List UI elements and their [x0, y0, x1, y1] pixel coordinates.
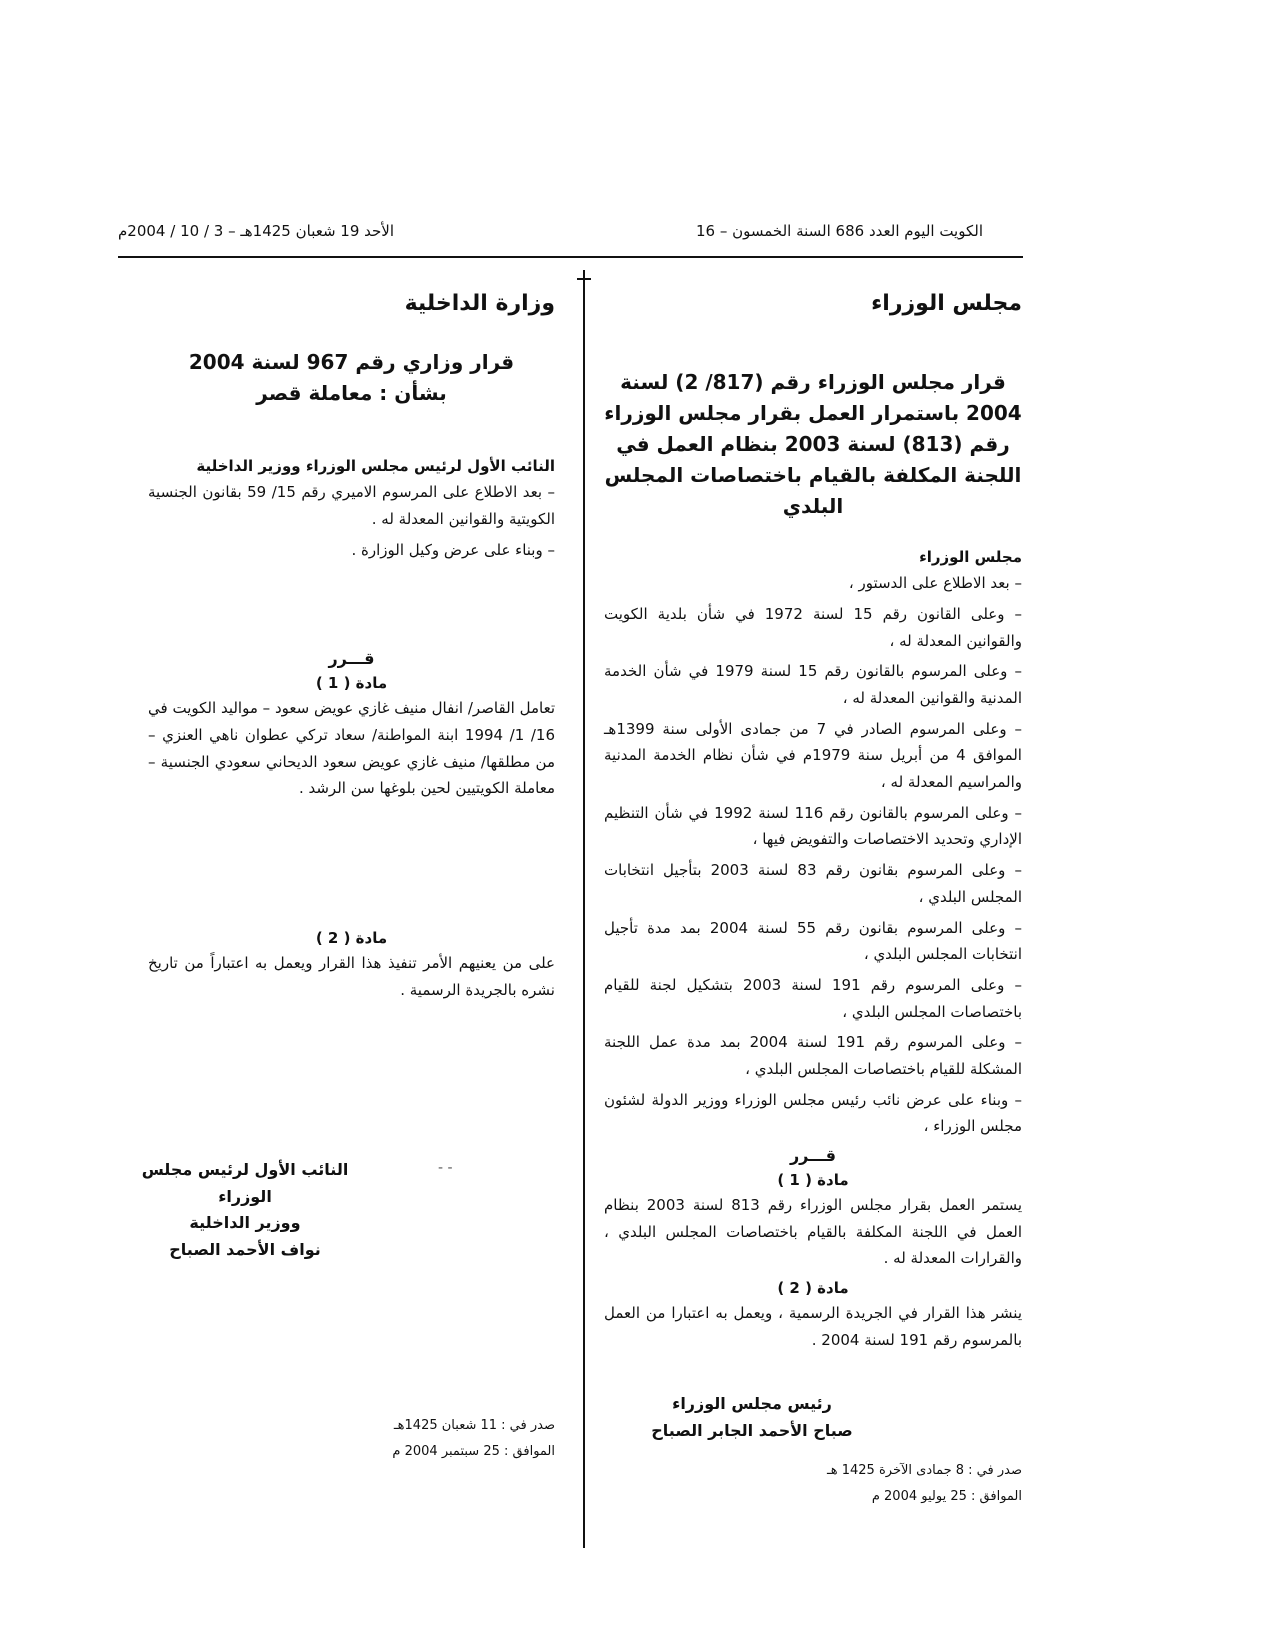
issued-date-hijri: صدر في : 8 جمادى الآخرة 1425 هـ: [826, 1463, 1022, 1479]
signature-ministry: ووزير الداخلية: [189, 1213, 301, 1233]
preamble-item: – وعلى القانون رقم 15 لسنة 1972 في شأن بلدية الكويت والقوانين المعدلة له ،: [604, 604, 1022, 650]
issued-date-hijri: صدر في : 11 شعبان 1425هـ: [393, 1418, 555, 1434]
issuing-authority: مجلس الوزراء: [919, 547, 1022, 566]
column-divider: [583, 270, 585, 1548]
preamble-item: – وعلى المرسوم الصادر في 7 من جمادى الأولى سنة 1399هـ الموافق 4 من أبريل سنة 1979م في شأن نظام الخدمة المدنية والمراسيم المعدلة له ،: [604, 719, 1022, 792]
signature-title: رئيس مجلس الوزراء: [672, 1394, 832, 1414]
header-rule: [118, 256, 1023, 258]
issued-date-gregorian: الموافق : 25 سبتمبر 2004 م: [392, 1444, 555, 1460]
preamble-item: – وعلى المرسوم بقانون رقم 55 لسنة 2004 بمد مدة تأجيل انتخابات المجلس البلدي ،: [604, 918, 1022, 964]
article-2-label: مادة ( 2 ): [777, 1279, 849, 1298]
issuing-authority: النائب الأول لرئيس مجلس الوزراء ووزير الداخلية: [196, 456, 555, 475]
decided-heading: قـــرر: [328, 649, 375, 669]
preamble-item: – وعلى المرسوم بالقانون رقم 116 لسنة 1992 في شأن التنظيم الإداري وتحديد الاختصاصات والتفويض فيها ،: [604, 803, 1022, 849]
article-2-label: مادة ( 2 ): [315, 929, 388, 948]
header-date: الأحد 19 شعبان 1425هـ – 3 / 10 / 2004م: [118, 222, 395, 240]
article-1-label: مادة ( 1 ): [777, 1171, 849, 1190]
decision-title: قرار وزاري رقم 967 لسنة 2004: [188, 349, 515, 374]
article-1-label: مادة ( 1 ): [315, 674, 388, 693]
council-of-ministers-column: [604, 290, 1022, 1520]
article-2-text: على من يعنيهم الأمر تنفيذ هذا القرار ويعمل به اعتباراً من تاريخ نشره بالجريدة الرسمية .: [148, 954, 555, 999]
article-1-text: تعامل القاصر/ انفال منيف غازي عويض سعود – مواليد الكويت في 16/ 1/ 1994 ابنة المواطنة/ سعاد تركي عطوان ناهي العنزي – من مطلقها/ منيف غازي عويض سعود الديحاني سعودي الجنسية – معاملة الكويتيين لحين بلوغها سن الرشد .: [148, 699, 556, 798]
signature-name: نواف الأحمد الصباح: [169, 1239, 321, 1259]
section-title: وزارة الداخلية: [404, 291, 555, 316]
decision-subject: بشأن : معاملة قصر: [256, 380, 447, 405]
preamble-item: – بعد الاطلاع على الدستور ،: [848, 574, 1022, 593]
decided-heading: قـــرر: [789, 1146, 837, 1166]
decision-title: قرار مجلس الوزراء رقم (817/ 2) لسنة 2004 باستمرار العمل بقرار مجلس الوزراء رقم (813) لسنة 2003 بنظام العمل في اللجنة المكلفة بالقيام باختصاصات المجلس البلدي: [604, 369, 1022, 518]
preamble-item: – وعلى المرسوم بقانون رقم 83 لسنة 2003 بتأجيل انتخابات المجلس البلدي ،: [604, 861, 1022, 906]
signature-name: صباح الأحمد الجابر الصباح: [651, 1420, 853, 1440]
preamble-item: – وبناء على عرض نائب رئيس مجلس الوزراء ووزير الدولة لشئون مجلس الوزراء ،: [604, 1090, 1022, 1136]
article-2-text: ينشر هذا القرار في الجريدة الرسمية ، ويعمل به اعتبارا من العمل بالمرسوم رقم 191 لسنة 2004 .: [604, 1304, 1022, 1349]
issued-date-gregorian: الموافق : 25 يوليو 2004 م: [871, 1489, 1022, 1505]
signature-block: [130, 1157, 360, 1263]
scan-artifact-dashes: - -: [438, 1160, 453, 1176]
preamble-item: – وعلى المرسوم بالقانون رقم 15 لسنة 1979 في شأن الخدمة المدنية والقوانين المعدلة له ،: [604, 662, 1022, 708]
header-issue-info: الكويت اليوم العدد 686 السنة الخمسون – 16: [695, 222, 983, 240]
preamble-item: – بعد الاطلاع على المرسوم الاميري رقم 15/ 59 بقانون الجنسية الكويتية والقوانين المعدلة له .: [148, 483, 555, 528]
column-divider-tick: [577, 278, 591, 280]
preamble-item: – وعلى المرسوم رقم 191 لسنة 2004 بمد مدة عمل اللجنة المشكلة للقيام باختصاصات المجلس البلدي ،: [604, 1033, 1022, 1078]
signature-block: [642, 1391, 862, 1444]
article-1-text: يستمر العمل بقرار مجلس الوزراء رقم 813 لسنة 2003 بنظام العمل في اللجنة المكلفة بالقيام باختصاصات المجلس البلدي ، والقرارات المعدلة له .: [604, 1196, 1022, 1268]
preamble-item: – وبناء على عرض وكيل الوزارة .: [351, 540, 555, 559]
ministry-of-interior-column: [141, 290, 556, 1520]
section-title: مجلس الوزراء: [871, 291, 1022, 316]
signature-title: النائب الأول لرئيس مجلس الوزراء: [141, 1160, 349, 1206]
preamble-item: – وعلى المرسوم رقم 191 لسنة 2003 بتشكيل لجنة للقيام باختصاصات المجلس البلدي ،: [604, 975, 1023, 1021]
